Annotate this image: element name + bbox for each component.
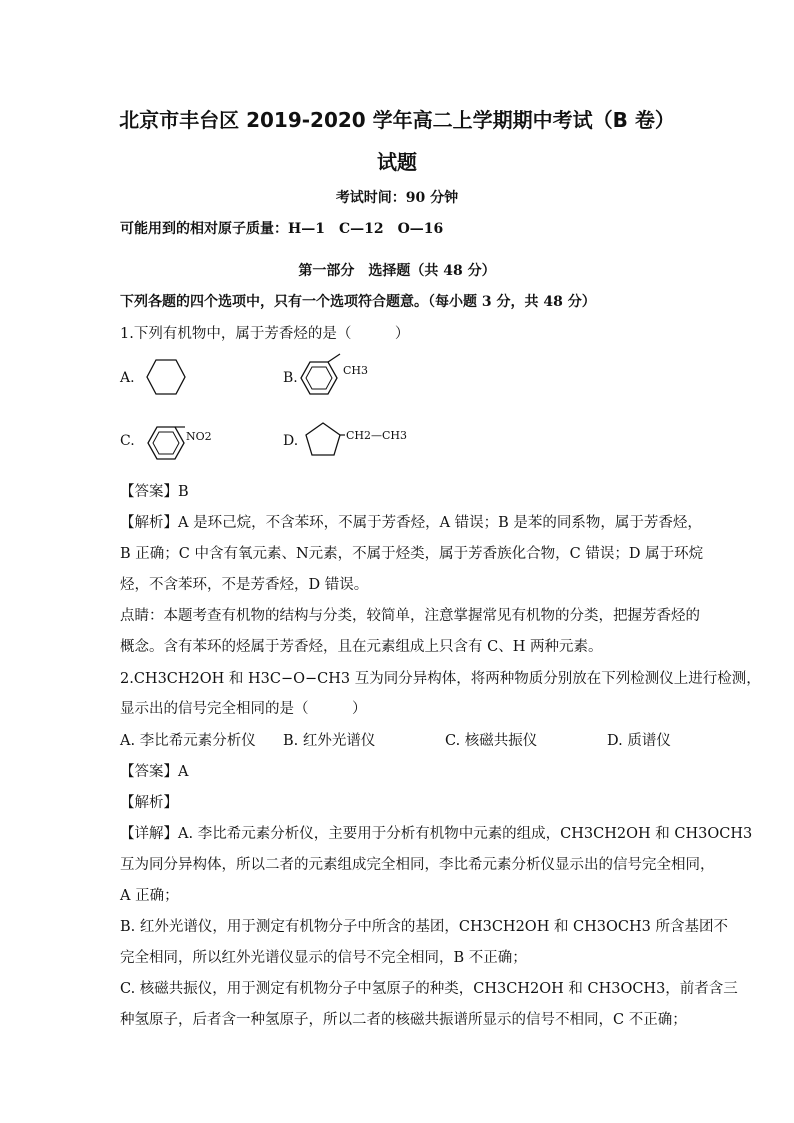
ethylcyclopentane-structure [303,421,345,461]
nitro-group: NO2 [186,430,212,443]
toluene-structure [300,360,340,400]
q1-option-b-label: B. [283,370,298,386]
q2-detail-line: 完全相同，所以红外光谱仪显示的信号不完全相同，B 不正确； [120,950,527,966]
q2-detail-line: 互为同分异构体，所以二者的元素组成完全相同，李比希元素分析仪显示出的信号完全相同， [120,857,715,873]
toluene-methyl-group: CH3 [343,364,369,377]
q2-option-a: A. 李比希元素分析仪 [120,733,256,749]
page-title: 北京市丰台区 2019-2020 学年高二上学期期中考试（B 卷） [119,108,675,132]
exam-time: 考试时间：90 分钟 [335,190,459,206]
q2-analysis-heading: 【解析】 [120,795,178,811]
q2-stem-line: 2.CH3CH2OH 和 H3C−O−CH3 互为同分异构体，将两种物质分别放在下列检测仪上进行检测， [120,671,761,687]
q2-detail-line: B. 红外光谱仪，用于测定有机物分子中所含的基团，CH3CH2OH 和 CH3OCH3 所含基团不 [120,919,728,935]
q1-analysis-line: 烃，不含苯环，不是芳香烃，D 错误。 [120,577,369,593]
q2-detail-line: C. 核磁共振仪，用于测定有机物分子中氢原子的种类，CH3CH2OH 和 CH3OCH3，前者含三 [120,981,738,997]
q2-detail-line: 种氢原子，后者含一种氢原子，所以二者的核磁共振谱所显示的信号不相同，C 不正确； [120,1012,687,1028]
q1-stem: 1.下列有机物中，属于芳香烃的是（ ） [120,326,410,342]
q2-detail-line: A 正确； [120,888,179,904]
q2-answer: 【答案】A [120,764,189,780]
q2-detail-line: 【详解】A. 李比希元素分析仪，主要用于分析有机物中元素的组成，CH3CH2OH 和 CH3OCH3 [120,826,753,842]
q1-answer: 【答案】B [120,484,189,500]
part1-heading: 第一部分 选择题（共 48 分） [298,263,496,279]
part1-instruction: 下列各题的四个选项中，只有一个选项符合题意。（每小题 3 分，共 48 分） [120,294,596,310]
q1-option-a-label: A. [120,370,135,386]
page-subtitle: 试题 [377,150,417,174]
q2-option-d: D. 质谱仪 [607,733,671,749]
q1-analysis-line: 【解析】A 是环己烷，不含苯环，不属于芳香烃，A 错误；B 是苯的同系物，属于芳香烃， [120,515,702,531]
cyclohexane-structure [146,358,186,398]
q1-note-line: 点睛：本题考查有机物的结构与分类，较简单，注意掌握常见有机物的分类，把握芳香烃的 [120,608,700,624]
q1-analysis-line: B 正确；C 中含有氧元素、N元素，不属于烃类，属于芳香族化合物，C 错误；D 属于环烷 [120,546,704,562]
q1-option-c-label: C. [120,433,135,449]
nitrobenzene-structure [147,425,187,465]
atomic-mass-note: 可能用到的相对原子质量：H—1 C—12 O—16 [120,221,444,237]
q2-stem-line: 显示出的信号完全相同的是（ ） [120,701,367,717]
ethyl-group: CH2—CH3 [346,429,408,442]
q2-option-b: B. 红外光谱仪 [283,733,376,749]
q2-option-c: C. 核磁共振仪 [445,733,538,749]
q1-note-line: 概念。含有苯环的烃属于芳香烃，且在元素组成上只含有 C、H 两种元素。 [120,639,603,655]
q1-option-d-label: D. [283,433,299,449]
